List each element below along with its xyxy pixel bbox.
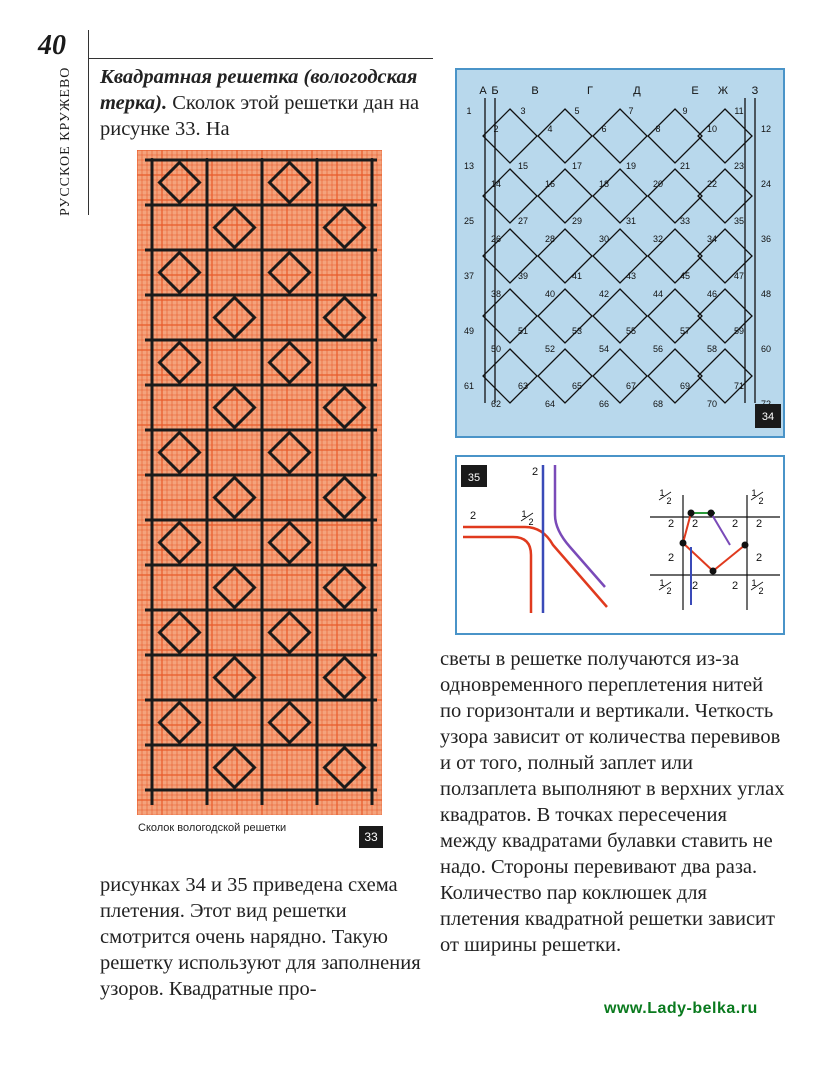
intro-paragraph [100, 64, 430, 142]
label-two: 2 [755, 518, 763, 530]
pin-point [708, 510, 715, 517]
header-rule [88, 58, 433, 59]
pin-number: 17 [571, 161, 583, 171]
figure-35-scheme [455, 455, 785, 635]
page-number: 40 [38, 30, 66, 61]
svg-text:1: 1 [751, 488, 757, 498]
pin-number: 31 [625, 216, 637, 226]
svg-text:2: 2 [528, 517, 534, 527]
label-two: 2 [667, 552, 675, 564]
svg-text:2: 2 [758, 496, 764, 506]
pin-number: 42 [598, 289, 610, 299]
pin-number: 48 [760, 289, 772, 299]
pin-number: 2 [493, 124, 499, 134]
column-label: Д [633, 85, 641, 97]
pin-number: 40 [544, 289, 556, 299]
label-two: 2 [469, 510, 477, 522]
figure-33-pricking [137, 150, 382, 815]
left-column-paragraph: рисунках 34 и 35 приведена схема плетения. Этот вид решетки смотрится очень нарядно. Такую решетку используют для заполнения узоров. Квадратные про- [100, 874, 421, 1000]
section-title: РУССКОЕ КРУЖЕВО [58, 66, 73, 216]
pin-number: 69 [679, 381, 691, 391]
svg-text:2: 2 [666, 586, 672, 596]
pin-number: 25 [463, 216, 475, 226]
pin-number: 61 [463, 381, 475, 391]
pin-number: 12 [760, 124, 772, 134]
pin-number: 60 [760, 344, 772, 354]
pin-number: 35 [733, 216, 745, 226]
pin-number: 16 [544, 179, 556, 189]
pin-number: 70 [706, 399, 718, 409]
pin-number: 10 [706, 124, 718, 134]
figure-33-caption: Сколок вологодской решетки [138, 822, 287, 834]
pin-point [680, 540, 687, 547]
pin-number: 58 [706, 344, 718, 354]
pin-number: 71 [733, 381, 745, 391]
pin-number: 63 [517, 381, 529, 391]
column-label: В [531, 85, 539, 97]
svg-text:1: 1 [659, 488, 665, 498]
pin-point [742, 542, 749, 549]
pin-number: 7 [628, 106, 634, 116]
pin-number: 13 [463, 161, 475, 171]
pin-number: 54 [598, 344, 610, 354]
pin-number: 34 [706, 234, 718, 244]
pin-number: 43 [625, 271, 637, 281]
pin-number: 57 [679, 326, 691, 336]
pin-number: 39 [517, 271, 529, 281]
pin-number: 32 [652, 234, 664, 244]
pin-number: 18 [598, 179, 610, 189]
figure-34-badge-label: 34 [761, 411, 775, 423]
pin-number: 65 [571, 381, 583, 391]
pin-number: 38 [490, 289, 502, 299]
pin-number: 33 [679, 216, 691, 226]
figure-33-badge: 33 [359, 826, 383, 848]
pin-number: 4 [547, 124, 553, 134]
pin-number: 20 [652, 179, 664, 189]
pin-number: 24 [760, 179, 772, 189]
pin-number: 21 [679, 161, 691, 171]
pin-number: 62 [490, 399, 502, 409]
intro-text: Сколок этой решетки дан на рисунке 33. На [100, 92, 420, 140]
label-two: 2 [667, 518, 675, 530]
column-label: Е [691, 85, 699, 97]
pin-number: 45 [679, 271, 691, 281]
left-column-text [100, 872, 435, 1002]
pin-number: 22 [706, 179, 718, 189]
pin-number: 51 [517, 326, 529, 336]
pin-number: 29 [571, 216, 583, 226]
label-two: 2 [531, 466, 539, 478]
pin-number: 52 [544, 344, 556, 354]
pin-number: 8 [655, 124, 661, 134]
pin-number: 44 [652, 289, 664, 299]
column-label: Г [587, 85, 593, 97]
right-column-paragraph: светы в решетке получаются из-за одновременного переплетения нитей по горизонтали и вертикали. Четкость узора зависит от количества перевивов и от того, полный заплет или ползаплета выполняют в верхних углах квадратов. В точках пересечения между квадратами булавки ставить не надо. Стороны перевивают два раза. Количество пар коклюшек для плетения квадратной решетки зависит от ширины решетки. [440, 648, 785, 956]
pin-number: 28 [544, 234, 556, 244]
pin-number: 55 [625, 326, 637, 336]
svg-text:2: 2 [758, 586, 764, 596]
column-label: Ж [717, 85, 729, 97]
figure-35-badge-label: 35 [467, 472, 481, 484]
figure-35-frame [456, 456, 784, 634]
pin-number: 3 [520, 106, 526, 116]
pin-number: 47 [733, 271, 745, 281]
pin-number: 14 [490, 179, 502, 189]
column-label: А [479, 85, 487, 97]
label-two: 2 [691, 580, 699, 592]
pin-number: 41 [571, 271, 583, 281]
column-label: Б [491, 85, 499, 97]
pin-number: 1 [466, 106, 472, 116]
label-two: 2 [731, 580, 739, 592]
pin-number: 19 [625, 161, 637, 171]
pin-number: 67 [625, 381, 637, 391]
label-two: 2 [755, 552, 763, 564]
column-label: З [751, 85, 759, 97]
pin-number: 53 [571, 326, 583, 336]
pin-number: 66 [598, 399, 610, 409]
pin-number: 68 [652, 399, 664, 409]
header-vertical-rule [88, 30, 89, 215]
pin-number: 37 [463, 271, 475, 281]
pin-number: 30 [598, 234, 610, 244]
pin-number: 50 [490, 344, 502, 354]
svg-text:1: 1 [521, 509, 527, 519]
svg-text:2: 2 [666, 496, 672, 506]
pin-number: 56 [652, 344, 664, 354]
pin-number: 27 [517, 216, 529, 226]
pin-number: 46 [706, 289, 718, 299]
pin-number: 6 [601, 124, 607, 134]
svg-text:1: 1 [659, 578, 665, 588]
pin-number: 64 [544, 399, 556, 409]
pin-point [710, 568, 717, 575]
pin-point [688, 510, 695, 517]
pin-number: 15 [517, 161, 529, 171]
pin-number: 59 [733, 326, 745, 336]
pin-number: 9 [682, 106, 688, 116]
label-two: 2 [691, 518, 699, 530]
pin-number: 26 [490, 234, 502, 244]
right-column-text [440, 646, 785, 958]
label-two: 2 [731, 518, 739, 530]
pin-number: 11 [734, 106, 744, 116]
svg-text:1: 1 [751, 578, 757, 588]
footer-url[interactable]: www.Lady-belka.ru [604, 1000, 758, 1017]
intro-title: Квадратная решетка (вологодская терка). [100, 66, 418, 114]
figure-34-scheme [455, 68, 785, 438]
pin-number: 23 [733, 161, 745, 171]
pin-number: 49 [463, 326, 475, 336]
pin-number: 36 [760, 234, 772, 244]
pin-number: 5 [574, 106, 580, 116]
